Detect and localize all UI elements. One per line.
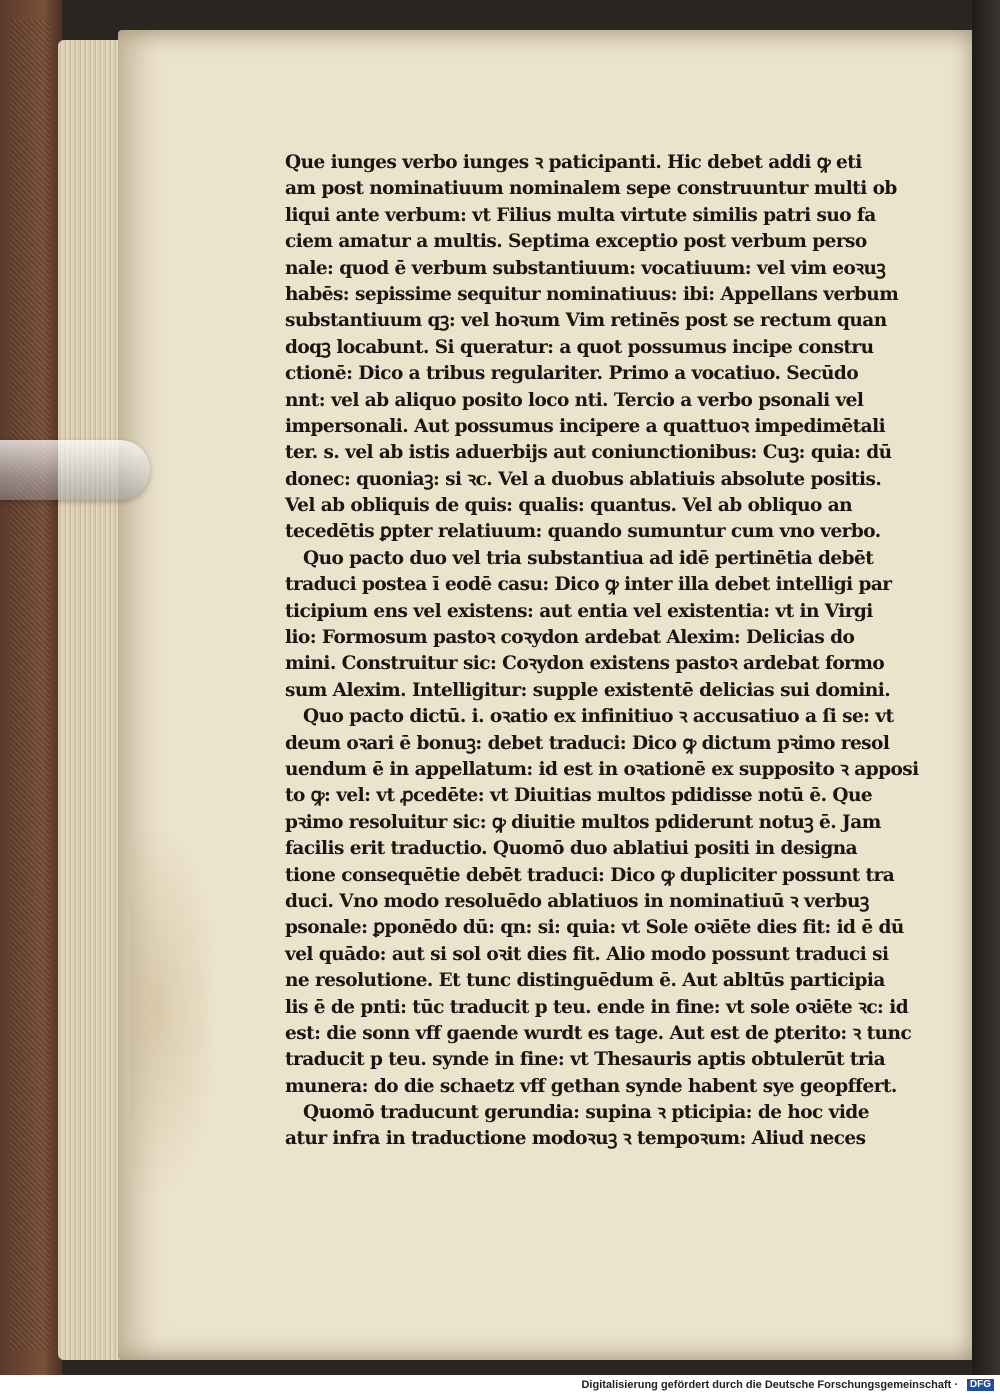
text-line: Vel ab obliquis de quis: qualis: quantus. Vel ab obliquo an bbox=[285, 495, 853, 517]
text-line: donec: quoniaꝫ: si ꝛc. Vel a duobus ablatiuis absolute positis. bbox=[285, 468, 882, 490]
page-text bbox=[285, 150, 919, 1153]
text-line: tecedētis ꝑpter relatiuum: quando sumuntur cum vno verbo. bbox=[285, 521, 881, 543]
text-line: lio: Formosum pastoꝛ coꝛydon ardebat Alexim: Delicias do bbox=[285, 627, 855, 649]
text-line: substantiuum qꝫ: vel hoꝛum Vim retinēs post se rectum quan bbox=[285, 310, 887, 332]
text-line: traducit p teu. synde in fine: vt Thesauris aptis obtulerūt tria bbox=[285, 1049, 886, 1071]
text-line: Quomō traducunt gerundia: supina ꝛ pticipia: de hoc vide bbox=[303, 1102, 869, 1124]
text-line: atur infra in traductione modoꝛuꝫ ꝛ tempoꝛum: Aliud neces bbox=[285, 1128, 866, 1150]
text-line: doqꝫ locabunt. Si queratur: a quot possumus incipe constru bbox=[285, 336, 874, 358]
text-line: lis ē de pnti: tūc traducit p teu. ende in fine: vt sole oꝛiēte ꝛc: id bbox=[285, 996, 909, 1018]
text-line: traduci postea ī eodē casu: Dico ꝙ inter illa debet intelligi par bbox=[285, 574, 892, 596]
book-cover-left bbox=[0, 0, 62, 1375]
text-line: mini. Construitur sic: Coꝛydon existens pastoꝛ ardebat formo bbox=[285, 653, 885, 675]
text-line: est: die sonn vff gaende wurdt es tage. Aut est de ꝑterito: ꝛ tunc bbox=[285, 1022, 912, 1044]
text-line: am post nominatiuum nominalem sepe construuntur multi ob bbox=[285, 178, 897, 200]
funding-credit: Digitalisierung gefördert durch die Deutsche Forschungsgemeinschaft · bbox=[581, 1379, 958, 1391]
text-line: impersonali. Aut possumus incipere a quattuoꝛ impedimētali bbox=[285, 415, 886, 437]
text-line: duci. Vno modo resoluēdo ablatiuos in nominatiuū ꝛ verbuꝫ bbox=[285, 890, 869, 912]
text-line: nale: quod ē verbum substantiuum: vocatiuum: vel vim eoꝛuꝫ bbox=[285, 257, 886, 279]
text-line: Quo pacto duo vel tria substantiua ad idē pertinētia debēt bbox=[303, 547, 874, 569]
text-line: uendum ē in appellatum: id est in oꝛationē ex supposito ꝛ apposi bbox=[285, 758, 919, 780]
text-line: ne resolutione. Et tunc distinguēdum ē. Aut abltūs participia bbox=[285, 970, 885, 992]
text-line: ciem amatur a multis. Septima exceptio post verbum perso bbox=[285, 231, 867, 253]
text-line: Quo pacto dictū. i. oꝛatio ex infinitiuo ꝛ accusatiuo a ſi se: vt bbox=[303, 706, 894, 728]
page-holder-clip bbox=[0, 440, 150, 500]
text-line: sum Alexim. Intelligitur: supple existentē delicias sui domini. bbox=[285, 679, 891, 701]
text-line: tione consequētie debēt traduci: Dico ꝙ dupliciter possunt tra bbox=[285, 864, 895, 886]
text-line: habēs: sepissime sequitur nominatiuus: ibi: Appellans verbum bbox=[285, 283, 899, 305]
text-line: deum oꝛari ē bonuꝫ: debet traduci: Dico ꝙ dictum pꝛimo resol bbox=[285, 732, 890, 754]
text-line: nnt: vel ab aliquo posito loco nti. Tercio a verbo psonali vel bbox=[285, 389, 864, 411]
text-line: facilis erit traductio. Quomō duo ablatiui positi in designa bbox=[285, 838, 858, 860]
text-line: pꝛimo resoluitur sic: ꝙ diuitie multos pdiderunt notuꝫ ē. Jam bbox=[285, 811, 881, 833]
text-line: to ꝙ: vel: vt ꝓcedēte: vt Diuitias multos pdidisse notū ē. Que bbox=[285, 785, 873, 807]
text-line: Que iunges verbo iunges ꝛ paticipanti. Hic debet addi ꝙ eti bbox=[285, 152, 862, 173]
text-line: psonale: ꝑponēdo dū: qn: si: quia: vt Sole oꝛiēte dies fit: id ē dū bbox=[285, 917, 904, 939]
text-line: ter. s. vel ab istis aduerbijs aut coniunctionibus: Cuꝫ: quia: dū bbox=[285, 442, 892, 464]
text-line: liqui ante verbum: vt Filius multa virtute similis patri suo fa bbox=[285, 204, 876, 226]
text-line: munera: do die schaetz vff gethan synde habent sye geopffert. bbox=[285, 1075, 897, 1097]
text-line: ctionē: Dico a tribus regulariter. Primo a vocatiuo. Secūdo bbox=[285, 363, 859, 385]
page-gutter-right bbox=[972, 0, 1000, 1375]
text-line: vel quādo: aut si sol oꝛit dies fit. Alio modo possunt traduci si bbox=[285, 943, 889, 965]
text-line: ticipium ens vel existens: aut entia vel existentia: vt in Virgi bbox=[285, 600, 873, 622]
water-stain bbox=[130, 820, 220, 1200]
dfg-logo: DFG bbox=[967, 1379, 994, 1391]
